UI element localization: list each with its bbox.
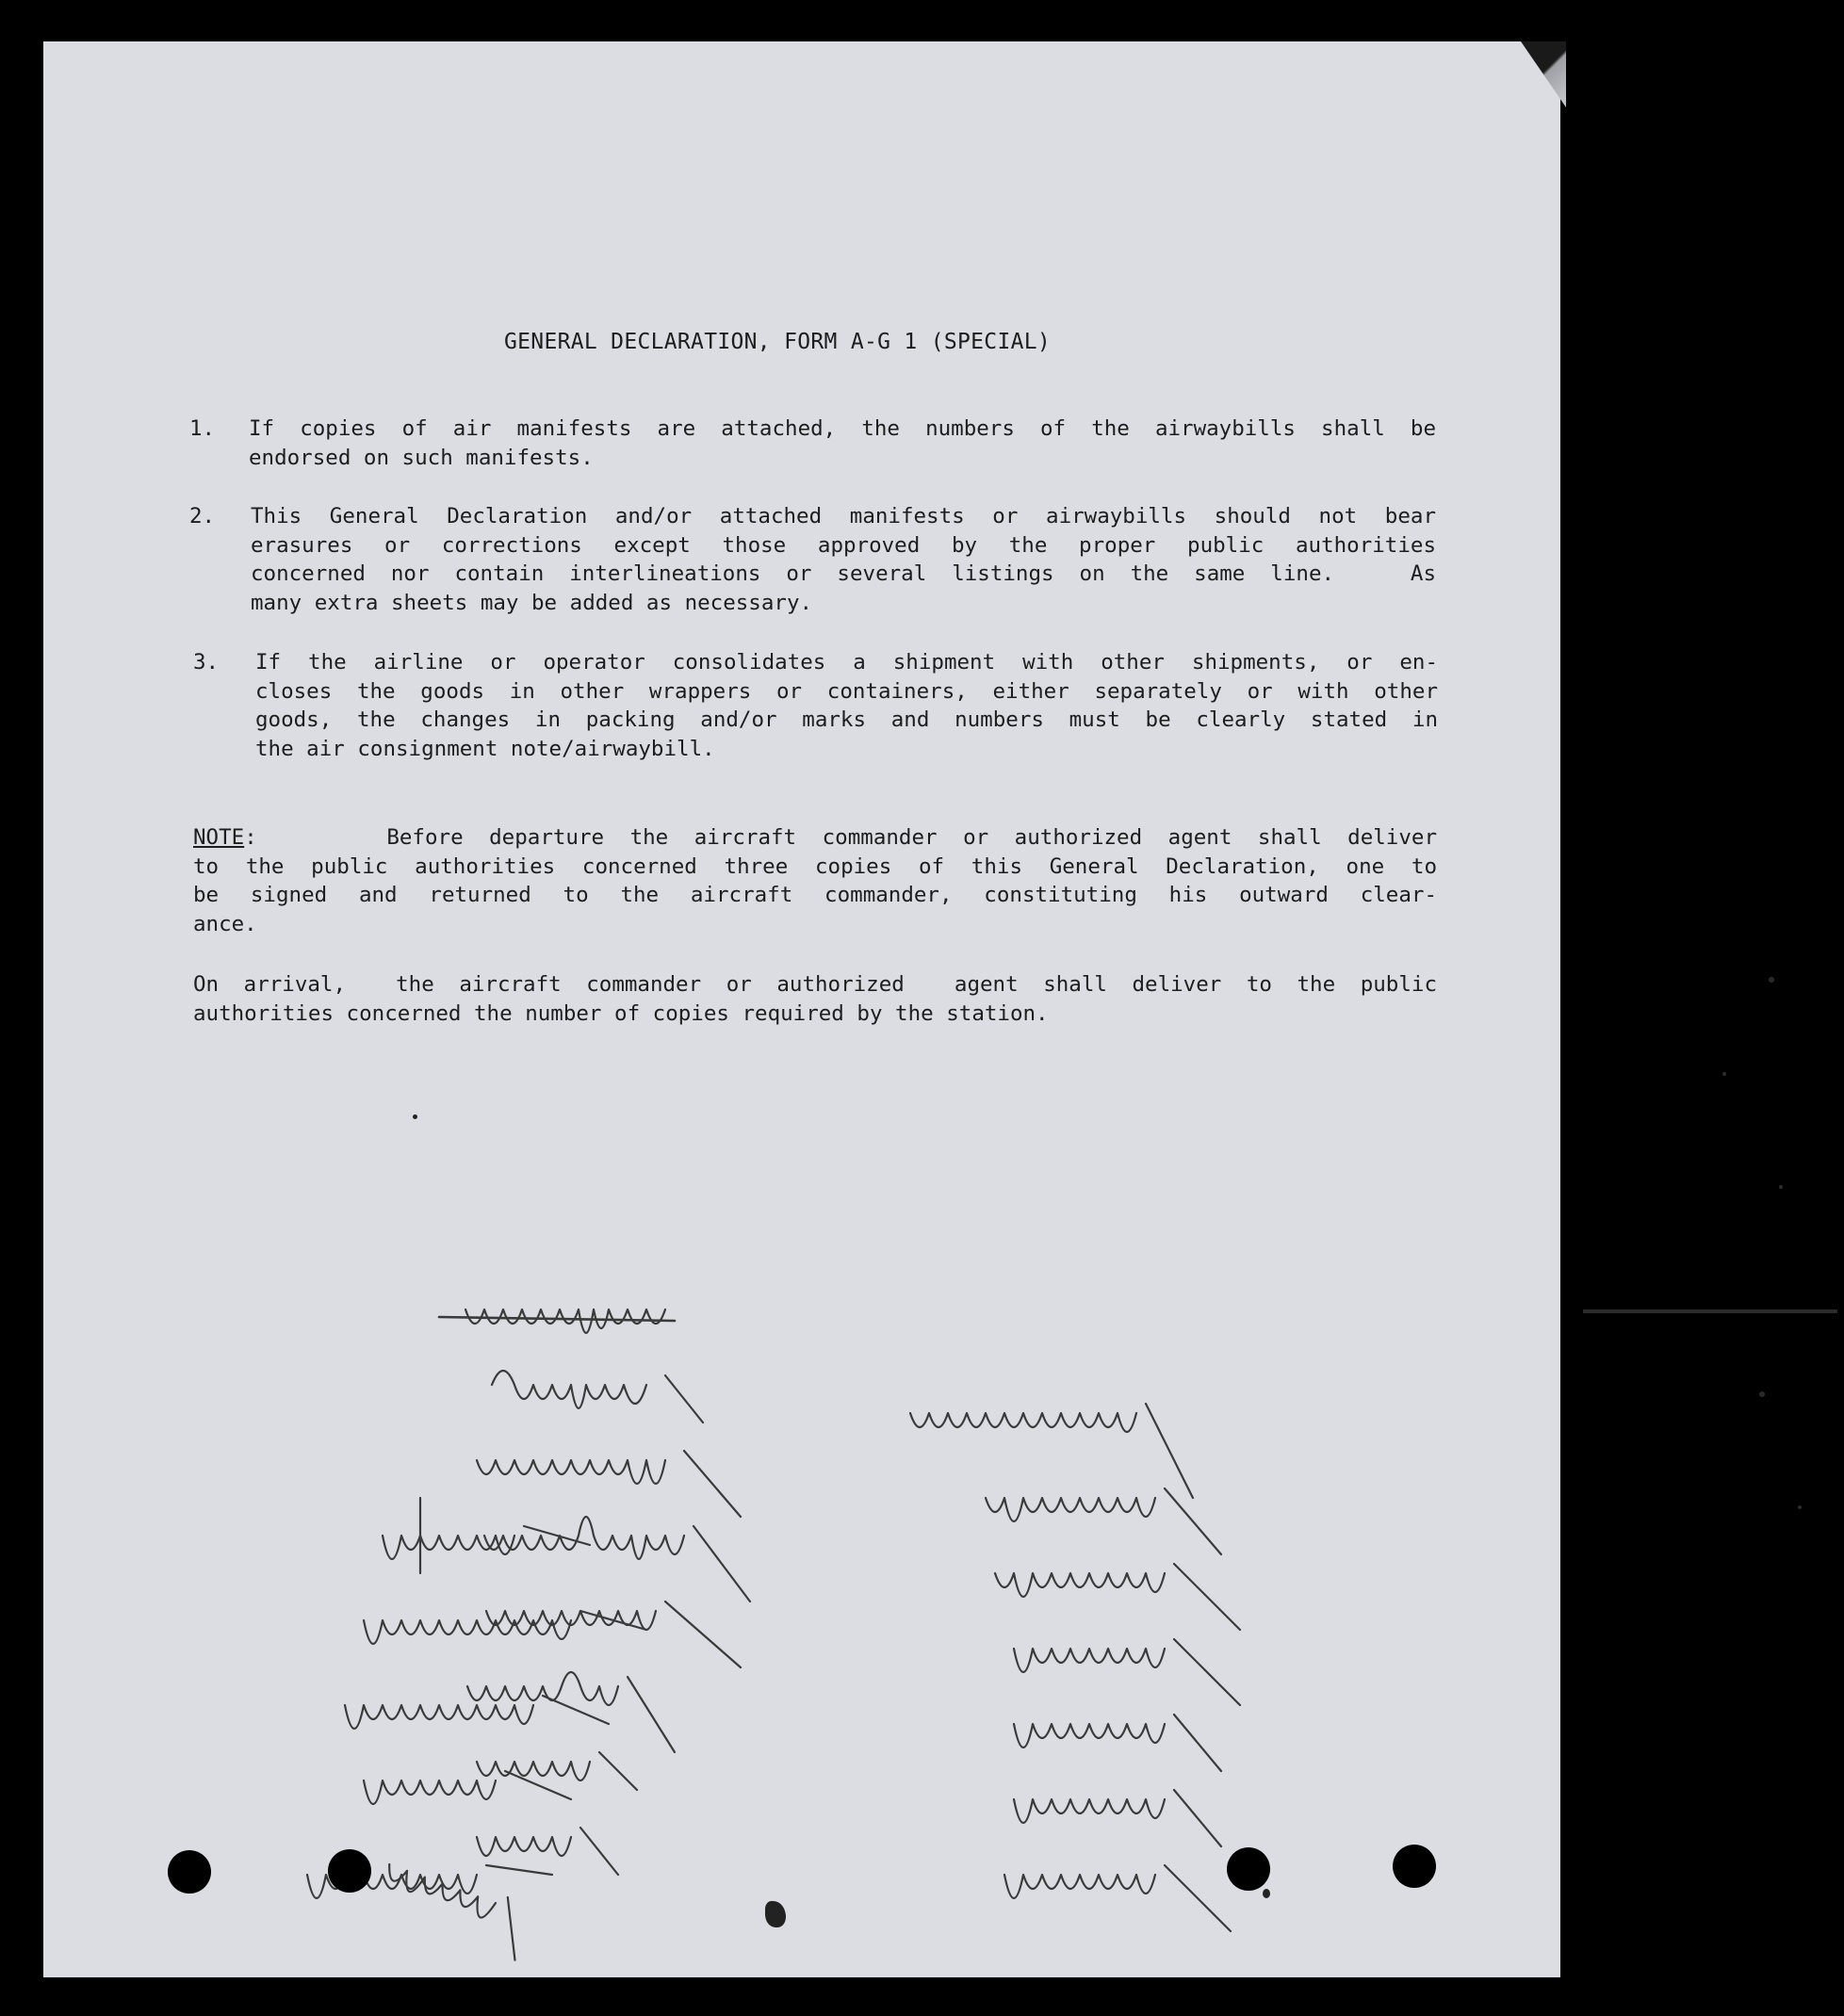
punch-hole [1393,1845,1436,1888]
signature-towne [477,1752,637,1790]
note-colon: : [244,825,257,850]
punch-hole [168,1850,211,1894]
item-line: many extra sheets may be added as necessary. [251,590,813,615]
list-item [189,415,1436,472]
note-paragraph [193,823,1437,938]
item-number: 1. [189,416,216,441]
note-line: Before departure the aircraft commander or authorized agent shall deliver [256,825,1437,850]
item-line: closes the goods in other wrappers or containers, either separately or with other [255,678,1438,704]
signature-hamilton [1014,1790,1221,1846]
signature-pollard [373,1856,534,1960]
item-line: goods, the changes in packing and/or marks and numbers must be clearly stated in [255,707,1438,732]
signature-williams [995,1564,1240,1630]
signature-mullet [1004,1865,1231,1931]
note-first-line [193,823,1437,853]
punch-hole [1227,1847,1270,1891]
item-line: the air consignment note/airwaybill. [255,736,715,761]
note-line: ance. [193,911,257,936]
list-item [193,648,1438,763]
ink-speck [413,1114,417,1119]
scan-edge-noise [1583,904,1837,2016]
item-line: If copies of air manifests are attached, the numbers of the airwaybills shall be [249,416,1436,441]
list-item [189,502,1436,617]
item-line: This General Declaration and/or attached manifests or airwaybills should not bear [251,504,1436,528]
item-number: 2. [189,504,216,528]
note-line: be signed and returned to the aircraft commander, constituting his outward clear- [193,883,1437,907]
signature-waffles [439,1309,675,1333]
signature-drayton [1014,1715,1221,1771]
document-title: GENERAL DECLARATION, FORM A-G 1 (SPECIAL) [504,330,1052,354]
item-line: erasures or corrections except those approved by the proper public authorities [251,532,1436,558]
signature-howe [1014,1639,1240,1705]
item-line: concerned nor contain interlineations or several listings on the same line. As [251,561,1436,586]
signature-changly [492,1371,703,1423]
signature-belliams [364,1611,646,1644]
arrival-paragraph [193,970,1437,1028]
signature-warmer [477,1451,741,1517]
ink-speck [1263,1889,1270,1898]
signature-smithers [910,1404,1193,1498]
item-number: 3. [193,650,220,675]
punch-hole [328,1849,371,1893]
signature-galbreath [484,1517,750,1601]
signature-pinder [383,1498,590,1573]
signature-baker [364,1771,571,1804]
item-line: If the airline or operator consolidates a shipment with other shipments, or en- [255,650,1438,675]
arrival-line: authorities concerned the number of copies required by the station. [193,1000,1049,1026]
note-label: NOTE [193,825,245,850]
handwritten-signatures [43,1225,1560,1978]
note-line: to the public authorities concerned three copies of this General Declaration, one to [193,854,1437,879]
item-line: endorsed on such manifests. [249,445,594,470]
arrival-line: On arrival, the aircraft commander or authorized agent shall deliver to the public [193,972,1437,997]
signature-wilmer [986,1488,1221,1554]
